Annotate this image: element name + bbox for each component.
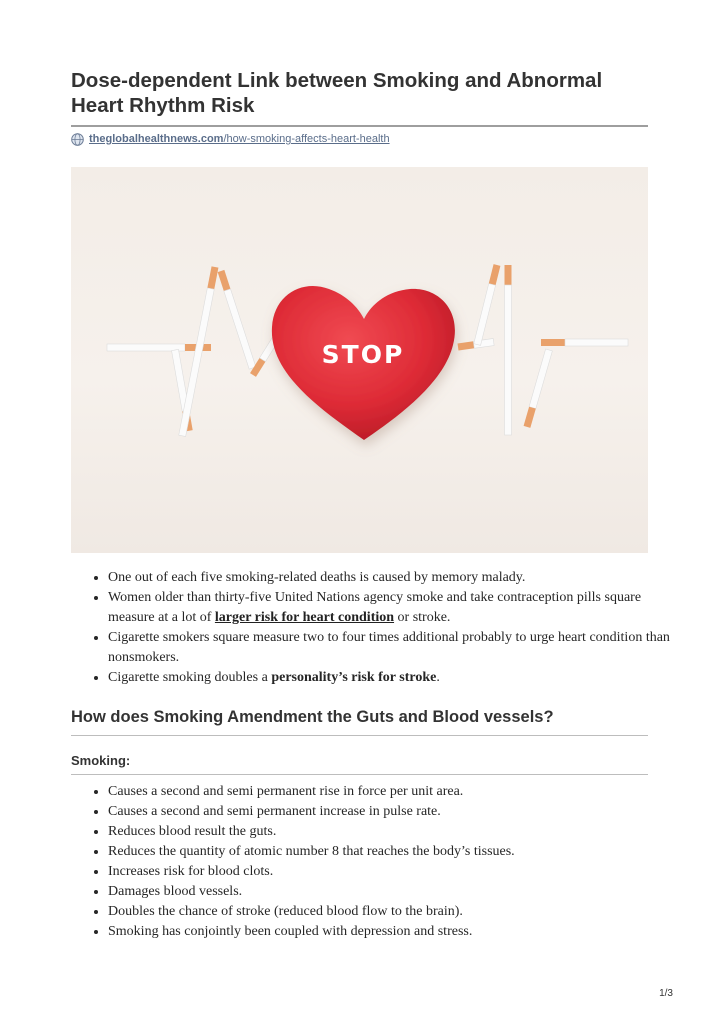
section-divider: [71, 735, 648, 736]
list-item: • Reduces blood result the guts.: [108, 822, 678, 842]
list-item: • Damages blood vessels.: [108, 882, 678, 902]
cigarette: [474, 264, 501, 345]
source-link[interactable]: [71, 131, 390, 147]
subsection-divider: [71, 774, 648, 775]
list-item: • Doubles the chance of stroke (reduced blood flow to the brain).: [108, 902, 678, 922]
list-item-text: .: [436, 670, 440, 685]
list-item-text: Cigarette smoking doubles a: [108, 670, 272, 685]
smoking-effects-list: [87, 782, 678, 942]
list-item: [108, 668, 678, 688]
list-item: • Reduces the quantity of atomic number 8 that reaches the body’s tissues.: [108, 842, 678, 862]
heart-stop-illustration: [71, 167, 648, 553]
heart-label: STOP: [321, 340, 405, 369]
section-heading: How does Smoking Amendment the Guts and Blood vessels?: [71, 708, 554, 726]
list-item-text: Women older than thirty-five United Nations agency smoke and take contraception pills square measure at a lot of: [108, 590, 642, 625]
heart-condition-risk-link[interactable]: larger risk for heart condition: [214, 610, 395, 625]
list-item-text: One out of each five smoking-related deaths is caused by memory malady.: [108, 570, 526, 585]
article-title: Dose-dependent Link between Smoking and Abnormal Heart Rhythm Risk: [71, 69, 603, 117]
source-path[interactable]: /how-smoking-affects-heart-health: [223, 133, 390, 145]
list-item: • Smoking has conjointly been coupled with depression and stress.: [108, 922, 678, 942]
cigarette: [505, 265, 512, 435]
page-number: 1/3: [659, 988, 673, 999]
list-item: • Causes a second and semi permanent increase in pulse rate.: [108, 802, 678, 822]
stroke-risk-emphasis: personality’s risk for stroke: [271, 670, 437, 685]
list-item: • Increases risk for blood clots.: [108, 862, 678, 882]
cigarette: [218, 270, 256, 369]
title-divider: [71, 125, 648, 127]
list-item-text: Cigarette smokers square measure two to four times additional probably to urge heart condition than nonsmokers.: [108, 630, 670, 665]
list-item: [108, 568, 678, 588]
intro-bullet-list: [87, 568, 678, 688]
cigarette: [524, 349, 553, 428]
cigarette: [541, 339, 628, 346]
list-item-text: or stroke.: [394, 610, 451, 625]
hero-image: [71, 167, 648, 553]
list-item: [108, 628, 678, 668]
list-item: [108, 588, 678, 628]
cigarette: [179, 266, 219, 436]
globe-icon: [71, 133, 84, 146]
list-item: • Causes a second and semi permanent rise in force per unit area.: [108, 782, 678, 802]
subsection-heading: Smoking:: [71, 753, 131, 768]
source-domain[interactable]: theglobalhealthnews.com: [89, 133, 224, 145]
